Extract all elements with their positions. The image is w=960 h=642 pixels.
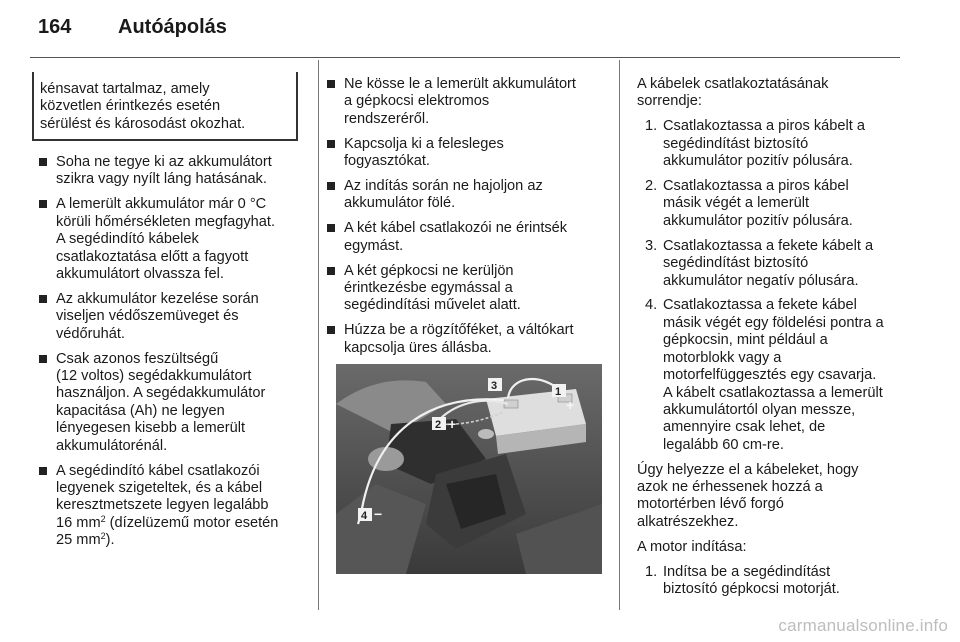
- list-item: 4. Csatlakoztassa a fekete kábel másik végét egy földelési pontra a gépkocsin, mint például a motorblokk vagy a motorfelfüggesztés egy csavarja. A kábelt csatlakoztassa a lemerült akkumulátortól olyan messze, amennyire csak lehet, de legalább 60 cm-re.: [645, 297, 884, 453]
- list-item: Húzza be a rögzítőféket, a váltókart kapcsolja üres állásba.: [326, 322, 608, 357]
- svg-text:2: 2: [435, 419, 442, 431]
- jump-start-diagram: [336, 364, 602, 574]
- list-item: Kapcsolja ki a felesleges fogyasztókat.: [326, 136, 608, 171]
- connection-steps: [637, 118, 905, 454]
- engine-start-heading: A motor indítása:: [637, 538, 747, 555]
- warning-box: [32, 72, 298, 141]
- list-item: Soha ne tegye ki az akkumulátort szikra vagy nyílt láng hatásának.: [38, 154, 306, 189]
- label-4: [358, 506, 382, 522]
- page-number: 164: [38, 16, 72, 38]
- list-item: A két gépkocsi ne kerüljön érintkezésbe egymással a segédindítási művelet alatt.: [326, 263, 608, 315]
- column-1: [38, 154, 306, 557]
- label-2: [432, 416, 456, 432]
- warning-text: kénsavat tartalmaz, amely közvetlen érintkezés esetén sérülést és károsodást okozhat.: [40, 81, 246, 132]
- column-divider-1: [318, 60, 319, 610]
- connection-order-intro: A kábelek csatlakoztatásának sorrendje:: [637, 76, 829, 110]
- plus-sign: +: [566, 397, 575, 413]
- minus-sign: −: [488, 391, 497, 407]
- svg-text:3: 3: [491, 380, 498, 392]
- list-item: 2. Csatlakoztassa a piros kábel másik végét a lemerült akkumulátor pozitív pólusára.: [645, 178, 853, 229]
- cable-placement-note: Úgy helyezze el a kábeleket, hogy azok ne érhessenek hozzá a motortérben lévő forgó alkatrészekhez.: [637, 461, 859, 530]
- svg-text:1: 1: [555, 386, 562, 398]
- list-item: A lemerült akkumulátor már 0 °C körüli hőmérsékleten megfagyhat. A segédindító kábelek csatlakoztatása előtt a fagyott akkumulátort olvassza fel.: [38, 196, 306, 283]
- engine-start-steps: [637, 564, 905, 599]
- list-item: 3. Csatlakoztassa a fekete kábelt a segédindítást biztosító akkumulátor negatív pólusára.: [645, 237, 874, 289]
- section-title: Autóápolás: [118, 16, 227, 38]
- procedure-prep-list: [326, 76, 608, 357]
- list-item: Az indítás során ne hajoljon az akkumulátor fölé.: [326, 178, 608, 213]
- list-item: Csak azonos feszültségű (12 voltos) segédakkumulátort használjon. A segédakkumulátor kapacitása (Ah) ne legyen lényegesen kisebb a lemerült akkumulátorénál.: [38, 351, 306, 455]
- engine-bay-illustration: [336, 364, 602, 574]
- plus-sign: +: [448, 416, 457, 432]
- list-item: A segédindító kábel csatlakozói legyenek szigeteltek, és a kábel keresztmetszete legyen legalább 16 $mm^2$ (dízelüzemű motor esetén 25 $mm^2$).: [38, 463, 306, 550]
- list-item: 1. Csatlakoztassa a piros kábelt a segédindítást biztosító akkumulátor pozitív pólusára.: [645, 118, 865, 170]
- list-item: A két kábel csatlakozói ne érintsék egymást.: [326, 220, 608, 255]
- svg-text:4: 4: [361, 510, 368, 522]
- column-divider-2: [619, 60, 620, 610]
- reservoir-cap: [478, 429, 494, 439]
- list-item: Ne kösse le a lemerült akkumulátort a gépkocsi elektromos rendszeréről.: [326, 76, 608, 128]
- minus-sign: −: [374, 506, 383, 522]
- header-rule: [30, 57, 900, 58]
- column-3: [637, 76, 905, 606]
- reservoir-cap: [368, 447, 404, 471]
- list-item: Az akkumulátor kezelése során viseljen védőszemüveget és védőruhát.: [38, 291, 306, 343]
- watermark: carmanualsonline.info: [778, 616, 948, 635]
- page-header: [38, 16, 227, 52]
- list-item: 1. Indítsa be a segédindítást biztosító gépkocsi motorját.: [645, 563, 840, 598]
- safety-list: [38, 154, 306, 550]
- column-2: [326, 76, 608, 365]
